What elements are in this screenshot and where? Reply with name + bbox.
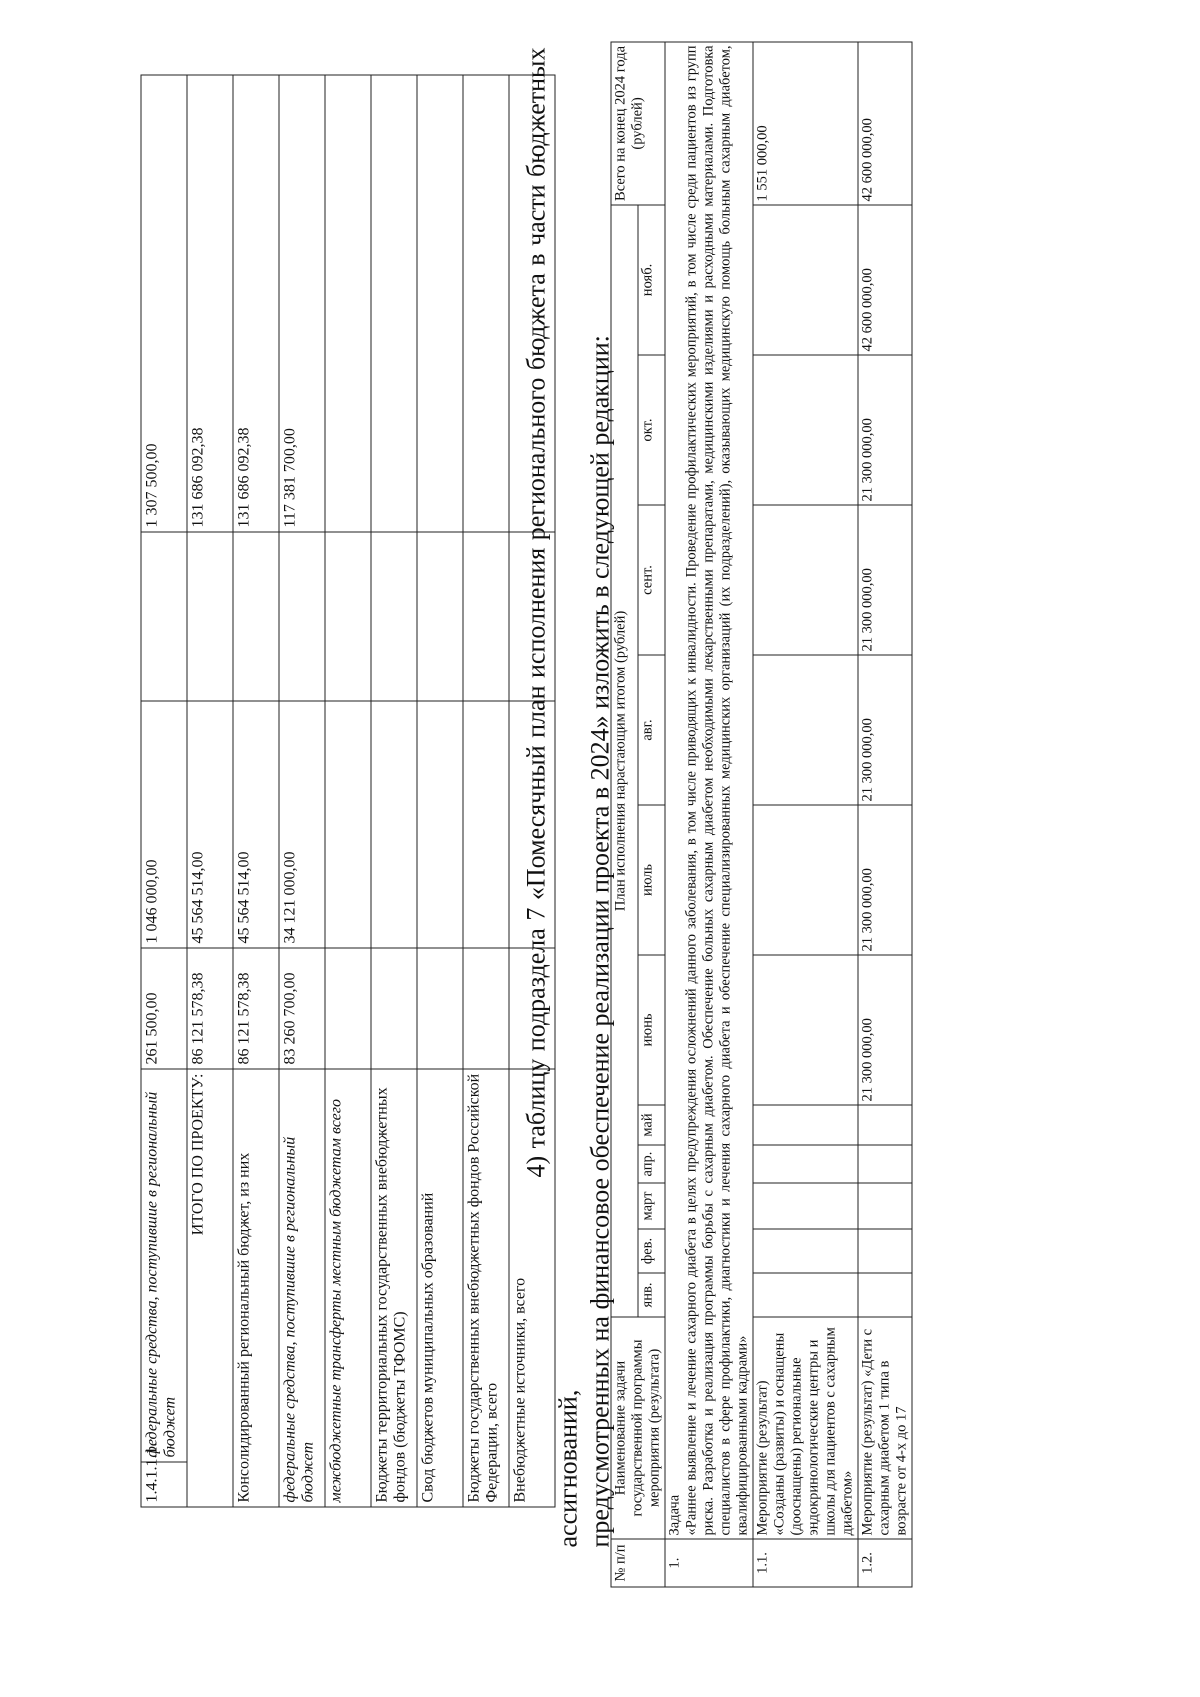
plan-row-month-value: 21 300 000,00 [858, 655, 912, 805]
summary-row-name: Консолидированный региональный бюджет, из них [233, 1069, 279, 1507]
summary-row-value: 261 500,00 [141, 948, 187, 1069]
summary-row-value [417, 532, 463, 701]
section-heading [520, 47, 616, 1547]
monthly-plan-table [610, 41, 912, 1587]
summary-row-num: 1.4.1.1.1. [141, 1462, 187, 1507]
header-month: сент. [638, 505, 665, 655]
summary-row-name: федеральные средства, поступившие в региональный бюджет [279, 1069, 325, 1507]
summary-row-value: 45 564 514,00 [233, 701, 279, 948]
plan-row-month-value [753, 805, 858, 955]
summary-row-value [325, 948, 371, 1069]
plan-row-month-value [858, 1183, 912, 1229]
summary-row-value: 86 121 578,38 [187, 948, 233, 1069]
header-month: июль [638, 805, 665, 955]
header-month: нояб. [638, 204, 665, 354]
header-month: янв. [638, 1273, 665, 1317]
plan-row-month-value [753, 655, 858, 805]
summary-row [417, 75, 463, 1507]
plan-row-month-value [753, 1105, 858, 1145]
heading-line-2: предусмотренных на финансовое обеспечение реализации проекта в 2024» изложить в следующей редакции: [585, 334, 614, 1547]
summary-row-name: ИТОГО ПО ПРОЕКТУ: [187, 1069, 233, 1507]
plan-row-month-value: 21 300 000,00 [858, 505, 912, 655]
summary-row-value [187, 532, 233, 701]
plan-row-month-value [753, 1229, 858, 1273]
summary-row-value: 131 686 092,38 [233, 75, 279, 532]
task-label: Задача [666, 1494, 682, 1535]
summary-row-name: Свод бюджетов муниципальных образований [417, 1069, 463, 1507]
summary-row [279, 75, 325, 1507]
summary-row-value: 45 564 514,00 [187, 701, 233, 948]
plan-row-month-value [858, 1229, 912, 1273]
summary-row-value [279, 532, 325, 701]
summary-row-value [463, 701, 509, 948]
summary-row-value [417, 75, 463, 532]
plan-row-total: 42 600 000,00 [858, 41, 912, 204]
plan-row-num: 1.1. [753, 1539, 858, 1587]
summary-row-value: 1 046 000,00 [141, 701, 187, 948]
summary-row-value [463, 532, 509, 701]
header-plan: План исполнения нарастающим итогом (рублей) [611, 204, 638, 1316]
summary-row-value [371, 701, 417, 948]
summary-row-name: Внебюджетные источники, всего [509, 1069, 555, 1507]
plan-row-month-value [753, 204, 858, 354]
summary-row-value [371, 532, 417, 701]
task-cell [665, 41, 753, 1538]
summary-row-value: 34 121 000,00 [279, 701, 325, 948]
header-month: фев. [638, 1229, 665, 1273]
header-month: окт. [638, 355, 665, 505]
summary-row-name: федеральные средства, поступившие в региональный бюджет [141, 1069, 187, 1462]
plan-row-month-value [753, 1145, 858, 1183]
plan-row-month-value [753, 1183, 858, 1229]
summary-row [233, 75, 279, 1507]
summary-row-value: 1 307 500,00 [141, 75, 187, 532]
summary-row-value: 86 121 578,38 [233, 948, 279, 1069]
header-month: май [638, 1105, 665, 1145]
summary-row-value [325, 532, 371, 701]
summary-row [325, 75, 371, 1507]
task-row [665, 41, 753, 1586]
plan-row [858, 41, 912, 1586]
plan-row-month-value [753, 505, 858, 655]
plan-row-name: Мероприятие (результат) «Созданы (развиты) и оснащены (дооснащены) региональные эндокринологические центры и школы для пациентов с сахарным диабетом» [753, 1317, 858, 1539]
summary-row-value [417, 948, 463, 1069]
summary-row-value [371, 75, 417, 532]
task-num: 1. [665, 1539, 753, 1587]
plan-row-month-value: 42 600 000,00 [858, 204, 912, 354]
budget-summary-table [140, 74, 555, 1507]
plan-row-month-value [858, 1145, 912, 1183]
summary-row-name: межбюджетные трансферты местным бюджетам всего [325, 1069, 371, 1507]
heading-line-1: 4) таблицу подраздела 7 «Помесячный план исполнения регионального бюджета в части бюджетных ассигнований, [521, 47, 582, 1547]
summary-row-value [371, 948, 417, 1069]
header-num: № п/п [611, 1539, 665, 1587]
summary-row-value [417, 701, 463, 948]
summary-row [187, 75, 233, 1507]
plan-row-num: 1.2. [858, 1539, 912, 1587]
header-name: Наименование задачи государственной программы мероприятия (результата) [611, 1317, 665, 1539]
summary-row-value: 117 381 700,00 [279, 75, 325, 532]
task-text: «Раннее выявление и лечение сахарного диабета в целях предупреждения осложнений данного заболевания, в том числе приводящих к инвалидности. Проведение профилактических мероприятий, в том числе среди пациентов из групп риска. Разработка и реализация программы борьбы с сахарным диабетом. Обеспечение больных сахарным диабетом необходимыми лекарственными препаратами, медицинскими изделиями и расходными материалами. Подготовка специалистов в сфере профилактики, диагностики и лечения сахарного диабета и обеспечение специализированных медицинских организаций (их подразделений), оказывающих медицинскую помощь больным сахарным диабетом, квалифицированными кадрами» [683, 44, 750, 1535]
summary-row [463, 75, 509, 1507]
summary-row-name: Бюджеты государственных внебюджетных фондов Российской Федерации, всего [463, 1069, 509, 1507]
plan-row-month-value [753, 355, 858, 505]
summary-row-value: 83 260 700,00 [279, 948, 325, 1069]
header-total: Всего на конец 2024 года (рублей) [611, 41, 665, 204]
summary-row-value [325, 701, 371, 948]
plan-row [753, 41, 858, 1586]
summary-row-value [325, 75, 371, 532]
plan-row-month-value [858, 1273, 912, 1317]
plan-row-name: Мероприятие (результат) «Дети с сахарным диабетом 1 типа в возрасте от 4-х до 17 [858, 1317, 912, 1539]
plan-row-month-value [753, 1273, 858, 1317]
header-month: март [638, 1183, 665, 1229]
plan-row-total: 1 551 000,00 [753, 41, 858, 204]
header-month: июнь [638, 955, 665, 1105]
plan-row-month-value: 21 300 000,00 [858, 355, 912, 505]
plan-row-month-value [753, 955, 858, 1105]
summary-row-name: Бюджеты территориальных государственных внебюджетных фондов (бюджеты ТФОМС) [371, 1069, 417, 1507]
plan-row-month-value: 21 300 000,00 [858, 955, 912, 1105]
summary-row-value [141, 532, 187, 701]
summary-row-value: 131 686 092,38 [187, 75, 233, 532]
plan-row-month-value [858, 1105, 912, 1145]
summary-row [141, 75, 187, 1507]
plan-row-month-value: 21 300 000,00 [858, 805, 912, 955]
header-month: авг. [638, 655, 665, 805]
summary-row-value [463, 948, 509, 1069]
summary-row-value [233, 532, 279, 701]
summary-row [371, 75, 417, 1507]
summary-row-value [463, 75, 509, 532]
header-month: апр. [638, 1145, 665, 1183]
